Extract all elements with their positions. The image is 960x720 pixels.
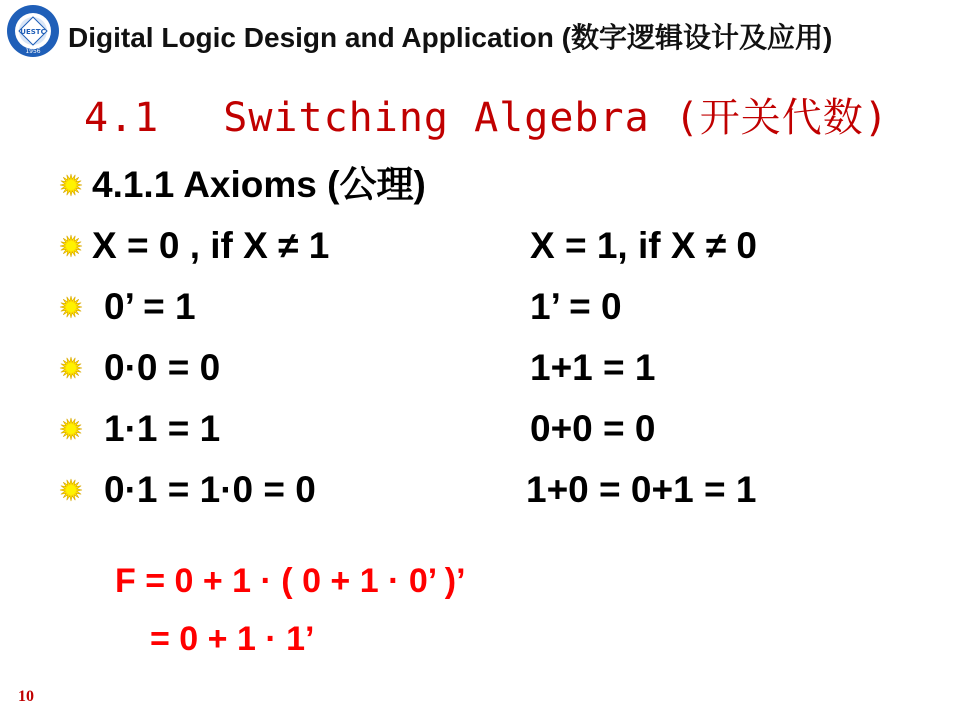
list-item — [0, 404, 960, 454]
axiom-left: 0·1 = 1·0 = 0 — [104, 469, 316, 510]
example-equation-line-1: F = 0 + 1 · ( 0 + 1 · 0’ )’ — [115, 562, 466, 600]
section-title — [84, 86, 889, 143]
sunburst-bullet-icon — [59, 356, 83, 380]
sunburst-bullet-icon — [59, 417, 83, 441]
axiom-left: 0’ = 1 — [104, 286, 196, 327]
axiom-left: 0·0 = 0 — [104, 347, 221, 388]
list-item — [0, 221, 960, 271]
axiom-left: X = 0 , if X ≠ 1 — [92, 225, 330, 266]
example-equation-line-2: = 0 + 1 · 1’ — [150, 620, 315, 658]
list-item — [0, 465, 960, 515]
axiom-left: 1·1 = 1 — [104, 408, 221, 449]
list-item — [0, 282, 960, 332]
sunburst-bullet-icon — [59, 295, 83, 319]
axiom-right: 1+0 = 0+1 = 1 — [526, 469, 757, 510]
sunburst-bullet-icon — [59, 478, 83, 502]
axiom-right: 1’ = 0 — [530, 286, 622, 327]
list-item — [0, 343, 960, 393]
page-number: 10 — [18, 688, 34, 705]
axiom-right: 0+0 = 0 — [530, 408, 656, 449]
sunburst-bullet-icon — [59, 234, 83, 258]
logo-text: UESTC — [20, 28, 46, 36]
list-item — [0, 160, 960, 210]
header-title: Digital Logic Design and Application (数字逻辑设计及应用) — [68, 22, 833, 53]
university-logo — [6, 4, 60, 58]
section-name: Switching Algebra (开关代数) — [223, 95, 889, 141]
axiom-right: X = 1, if X ≠ 0 — [530, 225, 757, 266]
section-number: 4.1 — [84, 95, 160, 141]
sunburst-bullet-icon — [59, 173, 83, 197]
axiom-heading: 4.1.1 Axioms (公理) — [92, 164, 426, 205]
logo-year: 1956 — [25, 48, 41, 55]
axiom-right: 1+1 = 1 — [530, 347, 656, 388]
